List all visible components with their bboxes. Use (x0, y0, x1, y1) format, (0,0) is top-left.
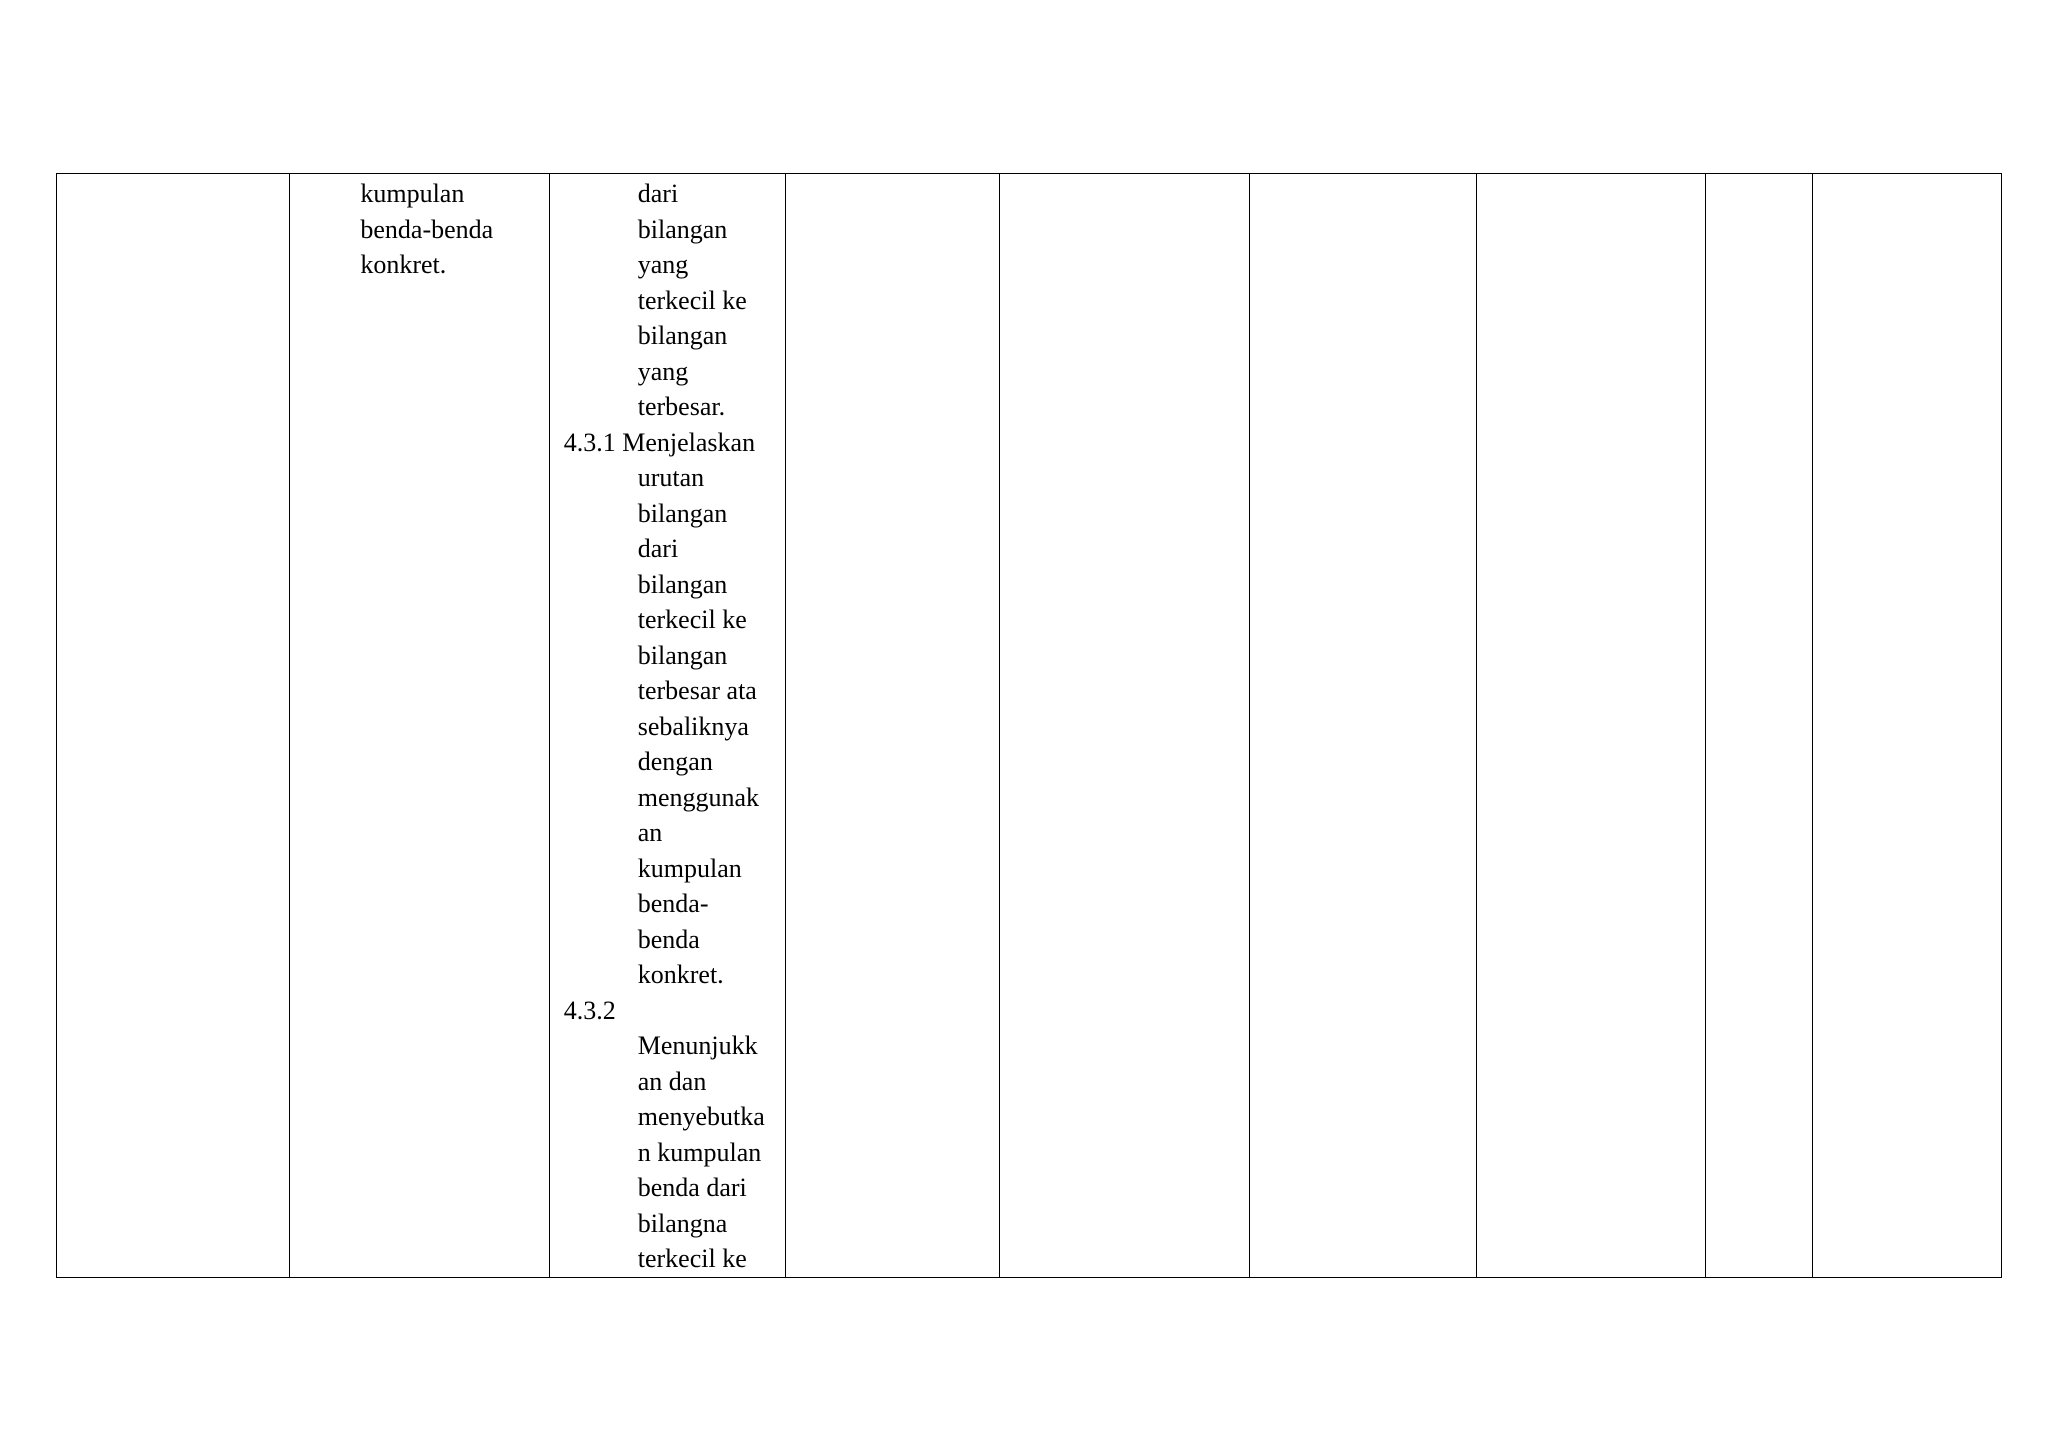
text-line: menggunak (637, 782, 760, 812)
text-line: dari (637, 179, 679, 208)
text-line: bilangan (637, 214, 728, 244)
text-line: konkret. (637, 960, 724, 989)
text-line: konkret. (360, 250, 447, 279)
text-line: bilangan (637, 569, 728, 599)
text-line: benda (637, 924, 700, 954)
indicator-4-3-1-heading: 4.3.1 Menjelaskan (563, 427, 756, 457)
table-cell-col8 (1705, 174, 1812, 1278)
text-line: n kumpulan (637, 1137, 762, 1167)
text-line: dengan (637, 747, 713, 776)
table-cell-col3 (549, 174, 785, 1278)
text-line: bilangan (637, 498, 728, 528)
text-line: terbesar ata (637, 676, 757, 705)
table-cell-col4 (786, 174, 1000, 1278)
table-cell-col6 (1249, 174, 1476, 1278)
text-line: kumpulan (637, 853, 742, 883)
indicator-list (550, 174, 785, 1277)
table-cell-col9 (1812, 174, 2001, 1278)
text-line: terkecil ke (637, 605, 747, 634)
text-line: urutan (637, 463, 705, 492)
text-line: menyebutka (637, 1102, 765, 1131)
text-line: kumpulan (360, 179, 465, 208)
document-table (56, 173, 2002, 1278)
cell-text-block (290, 174, 548, 283)
text-line: bilangan (637, 640, 728, 670)
text-line: sebaliknya (637, 711, 749, 741)
text-line: bilangan (637, 321, 728, 350)
text-line: benda-benda (360, 214, 494, 244)
text-line: benda- (637, 889, 709, 918)
indicator-4-3-2-heading: 4.3.2 (563, 995, 616, 1025)
text-line: terkecil ke (637, 1244, 747, 1273)
text-line: dari (637, 534, 679, 563)
text-line: terbesar. (637, 392, 726, 421)
table-cell-col1 (57, 174, 290, 1278)
text-line: yang (637, 250, 689, 279)
text-line: an (637, 818, 663, 847)
table-row (57, 174, 2002, 1278)
table-cell-col2 (290, 174, 549, 1278)
text-line: bilangna (637, 1208, 728, 1238)
text-line: benda dari (637, 1173, 747, 1202)
text-line: yang (637, 356, 689, 386)
table-cell-col5 (1000, 174, 1249, 1278)
table-cell-col7 (1477, 174, 1705, 1278)
text-line: terkecil ke (637, 285, 747, 315)
text-line: Menunjukk (637, 1031, 758, 1060)
text-line: an dan (637, 1066, 707, 1096)
